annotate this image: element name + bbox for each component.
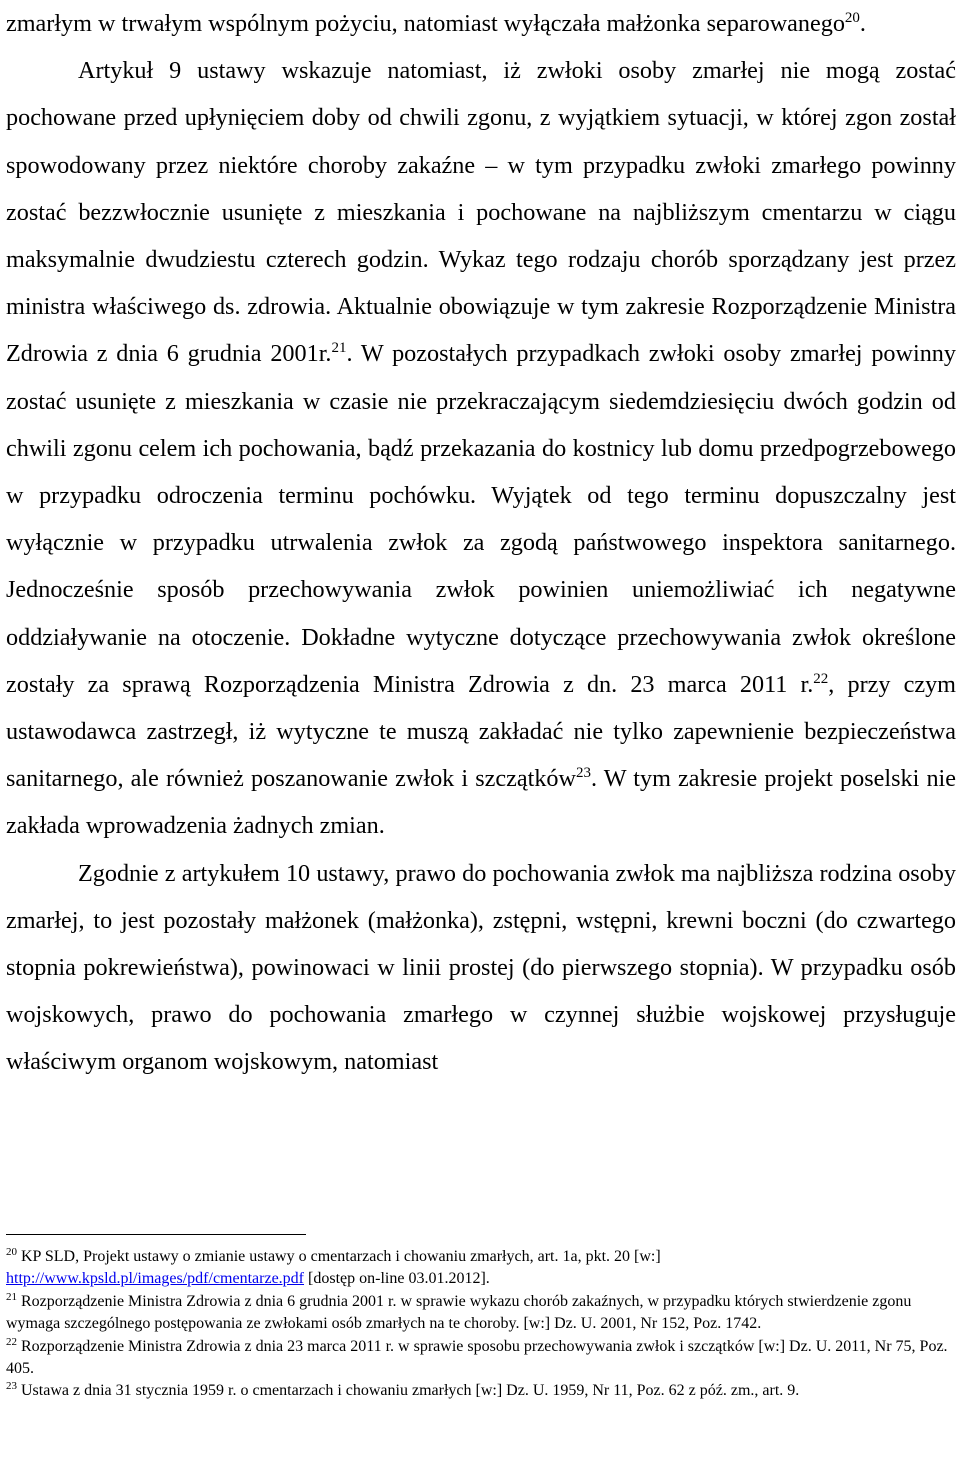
footnote-separator — [6, 1234, 306, 1235]
footnote-number: 22 — [6, 1335, 17, 1348]
text-run: , przy czym ustawodawca zastrzegł, iż wytyczne te muszą zakładać nie tylko zapewnienie bezpieczeństwa sanitarnego, ale również poszanowanie zwłok i szczątków — [6, 670, 956, 793]
footnote-20 — [6, 1246, 956, 1291]
paragraph-2 — [6, 850, 956, 1086]
footnote-21 — [6, 1291, 956, 1336]
footnote-22 — [6, 1336, 956, 1381]
text-run: . W tym zakresie projekt poselski nie zakłada wprowadzenia żadnych zmian. — [6, 765, 956, 840]
footnote-reference[interactable]: 22 — [813, 670, 829, 687]
source-link[interactable]: http://www.kpsld.pl/images/pdf/cmentarze.pdf — [6, 1270, 305, 1288]
paragraph-1 — [6, 47, 956, 849]
paragraph-0 — [6, 0, 956, 47]
footnotes — [6, 1246, 956, 1403]
footnote-number: 23 — [6, 1380, 17, 1393]
body-text — [6, 0, 956, 1086]
text-run: Rozporządzenie Ministra Zdrowia z dnia 6 grudnia 2001 r. w sprawie wykazu chorób zakaźnych, w przypadku których stwierdzenie zgonu wymaga szczególnego postępowania ze zwłokami osób zmarłych na te choroby. [w:] Dz. U. 2001, Nr 152, Poz. 1742. — [6, 1292, 912, 1333]
text-run: KP SLD, Projekt ustawy o zmianie ustawy o cmentarzach i chowaniu zmarłych, art. 1a, pkt. 20 [w:] — [17, 1248, 661, 1265]
document-page — [6, 0, 956, 1400]
text-run: zmarłym w trwałym wspólnym pożyciu, natomiast wyłączała małżonka separowanego — [6, 10, 845, 37]
text-run: Rozporządzenie Ministra Zdrowia z dnia 23 marca 2011 r. w sprawie sposobu przechowywania zwłok i szczątków [w:] Dz. U. 2011, Nr 75, Poz. 405. — [6, 1337, 948, 1378]
footnote-reference[interactable]: 20 — [844, 9, 860, 26]
footnote-number: 20 — [6, 1246, 17, 1258]
text-run: Ustawa z dnia 31 stycznia 1959 r. o cmentarzach i chowaniu zmarłych [w:] Dz. U. 1959, Nr 11, Poz. 62 z póź. zm., art. 9. — [17, 1382, 800, 1400]
text-run: Artykuł 9 ustawy wskazuje natomiast, iż zwłoki osoby zmarłej nie mogą zostać pochowane przed upłynięciem doby od chwili zgonu, z wyjątkiem sytuacji, w której zgon został spowodowany przez niektóre choroby zakaźne – w tym przypadku zwłoki zmarłego powinny zostać bezzwłocznie usunięte z mieszkania i pochowane na najbliższym cmentarzu w ciągu maksymalnie dwudziestu czterech godzin. Wykaz tego rodzaju chorób sporządzany jest przez ministra właściwego ds. zdrowia. Aktualnie obowiązuje w tym zakresie Rozporządzenie Ministra Zdrowia z dnia 6 grudnia 2001r. — [6, 57, 956, 368]
footnote-reference[interactable]: 23 — [576, 765, 591, 782]
text-run: . — [859, 10, 866, 37]
footnote-number: 21 — [6, 1290, 17, 1303]
text-run: Zgodnie z artykułem 10 ustawy, prawo do pochowania zwłok ma najbliższa rodzina osoby zmarłej, to jest pozostały małżonek (małżonka), zstępni, wstępni, krewni boczni (do czwartego stopnia pokrewieństwa), powinowaci w linii prostej (do pierwszego stopnia). W przypadku osób wojskowych, prawo do pochowania zmarłego w czynnej służbie wojskowej przysługuje właściwym organom wojskowym, natomiast — [6, 859, 956, 1076]
footnote-reference[interactable]: 21 — [331, 340, 347, 357]
text-run: . W pozostałych przypadkach zwłoki osoby zmarłej powinny zostać usunięte z mieszkania w czasie nie przekraczającym siedemdziesięciu dwóch godzin od chwili zgonu celem ich pochowania, bądź przekazania do kostnicy lub domu przedpogrzebowego w przypadku odroczenia terminu pochówku. Wyjątek od tego terminu dopuszczalny jest wyłącznie w przypadku utrwalenia zwłok za zgodą państwowego inspektora sanitarnego. Jednocześnie sposób przechowywania zwłok powinien uniemożliwiać ich negatywne oddziaływanie na otoczenie. Dokładne wytyczne dotyczące przechowywania zwłok określone zostały za sprawą Rozporządzenia Ministra Zdrowia z dn. 23 marca 2011 r. — [6, 340, 956, 698]
footnote-23 — [6, 1380, 956, 1402]
text-run: [dostęp on-line 03.01.2012]. — [304, 1270, 490, 1288]
